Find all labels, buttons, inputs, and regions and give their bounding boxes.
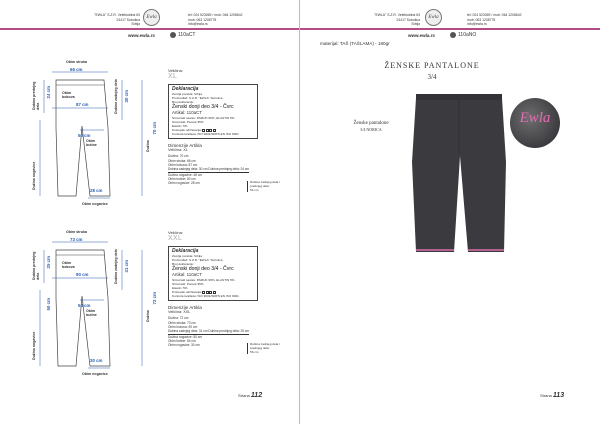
spec-column-xl: Veličina: XL Deklaracija Zemlja porekla: Srbija Proizvođač: S.Z.R. "EWLA" Subotica Broj deklaracije: Ženski donji deo 3/4 - Čvrc Artikal: 110aCT Sirovinski sastav: PAMUK 95%, ELASTIN 5% Sirovinski: Pamuk 95% Elastin: 5% Postupak održavanja: Kontrola kvaliteta: ISO 9001/SRPS EN ISO 9001 Dimenzije Artikla Veličina: XL Dužina: 70 cm Obim struka: 66 cm Obim bokova: 87 cm Dubina zadnjeg dela: 30 cm Dubina prednjeg dela: 24 cm Dužina nogavice: 48 cm Obim butine: 50 cm Obim nogavice: 28 cm (168, 68, 268, 185)
page-header (300, 0, 600, 44)
website-link[interactable]: www.ewla.rs (408, 33, 435, 38)
company-contact: tel: 024 523069 / mob: 064 1208642 mob: 063 1208778 info@ewla.rs (467, 13, 522, 27)
trouser-outline (22, 58, 162, 208)
header-rule (0, 28, 300, 30)
trouser-outline (22, 228, 162, 378)
product-photo (410, 92, 508, 256)
page-header (0, 0, 300, 44)
product-title-fraction: 3/4 (427, 73, 437, 81)
product-caption: Ženske pantalone 3/4 NORICA (353, 121, 389, 132)
header-rule (300, 28, 600, 30)
rise-note: Dubina zadnjeg dela / prednjeg dela: 54 cm (247, 181, 280, 192)
care-symbols: Postupak održavanja: (172, 128, 254, 132)
company-address: "EWLA" S.Z.R. Veleblubina 63 24417 Subotica Srbija (94, 13, 140, 27)
article-code: 110aCT (170, 32, 195, 38)
company-address: "EWLA" S.Z.R. Veleblubina 63 24417 Subotica Srbija (374, 13, 420, 27)
product-title: ŽENSKE PANTALONE (384, 61, 480, 70)
article-code: 110aNO (450, 32, 476, 38)
page-number: Strana 113 (540, 392, 565, 399)
right-page (300, 0, 600, 424)
size-value: XXL (168, 235, 183, 242)
technical-drawing-xl: Obim struka 66 cm Obim bokova 87 cm Dubina prednjeg dela 24 cm Dubina zadnjeg dela 30 cm Dužina nogavice Dužina 70 cm 50 cm Obim butine 28 cm Obim nogavice (22, 58, 162, 208)
spec-column-xxl: Veličina: XXL Deklaracija Zemlja porekla: Srbija Proizvođač: S.Z.R. "EWLA" Subotica Broj deklaracije: Ženski donji deo 3/4 - Čvrc Artikal: 110aCT Sirovinski sastav: PAMUK 95%, ELASTIN 5% Sirovinski: Pamuk 95% Elastin: 5% Postupak održavanja: Kontrola kvaliteta: ISO 9001/SRPS EN ISO 9001 Dimenzije Artikla Veličina: XXL Dužina: 72 cm Obim struka: 73 cm Obim bokova: 90 cm Dubina zadnjeg dela: 31 cm Dubina prednjeg dela: 25 cm Dužina nogavice: 50 cm Obim butine: 54 cm Obim nogavice: 30 cm (168, 230, 268, 347)
page-number: Strana 112 (238, 392, 263, 399)
website-link[interactable]: www.ewla.rs (128, 33, 155, 38)
brand-logo: Ewla (143, 9, 160, 26)
fabric-swatch (510, 98, 560, 148)
care-symbols: Postupak održavanja: (172, 290, 254, 294)
dimensions-list: Dimenzije Artikla Veličina: XXL Dužina: 72 cm Obim struka: 73 cm Obim bokova: 90 cm Dubina zadnjeg dela: 31 cm Dubina prednjeg dela: 25 cm Dužina nogavice: 50 cm Obim butine: 54 cm Obim nogavice: 30 cm (168, 305, 250, 348)
code-icon (450, 32, 456, 38)
technical-drawing-xxl: Obim struka 73 cm Obim bokova 90 cm Dubina prednjeg dela 25 cm Dubina zadnjeg dela 31 cm Dužina nogavice 50 cm Dužina 72 cm 54 cm Obim butine 30 cm Obim nogavice (22, 228, 162, 378)
swatch-brand: Ewla (519, 110, 551, 126)
declaration-box: Deklaracija Zemlja porekla: Srbija Proizvođač: S.Z.R. "EWLA" Subotica Broj deklaracije: Ženski donji deo 3/4 - Čvrc Artikal: 110aCT Sirovinski sastav: PAMUK 95%, ELASTIN 5% Sirovinski: Pamuk 95% Elastin: 5% Postupak održavanja: Kontrola kvaliteta: ISO 9001/SRPS EN ISO 9001 (168, 84, 258, 139)
fabric-info: materijal: TAŠ (TAŠLAMA) - 180gr (320, 41, 390, 46)
size-value: XL (168, 73, 178, 80)
company-contact: tel: 024 523069 / mob: 064 1208642 mob: 063 1208778 info@ewla.rs (188, 13, 243, 27)
code-icon (170, 32, 176, 38)
dimensions-list: Dimenzije Artikla Veličina: XL Dužina: 70 cm Obim struka: 66 cm Obim bokova: 87 cm Dubina zadnjeg dela: 30 cm Dubina prednjeg dela: 24 cm Dužina nogavice: 48 cm Obim butine: 50 cm Obim nogavice: 28 cm (168, 143, 250, 186)
brand-logo: Ewla (425, 9, 442, 26)
rise-note: Dubina zadnjeg dela / prednjeg dela: 56 cm (247, 343, 280, 354)
declaration-box: Deklaracija Zemlja porekla: Srbija Proizvođač: S.Z.R. "EWLA" Subotica Broj deklaracije: Ženski donji deo 3/4 - Čvrc Artikal: 110aCT Sirovinski sastav: PAMUK 95%, ELASTIN 5% Sirovinski: Pamuk 95% Elastin: 5% Postupak održavanja: Kontrola kvaliteta: ISO 9001/SRPS EN ISO 9001 (168, 246, 258, 301)
